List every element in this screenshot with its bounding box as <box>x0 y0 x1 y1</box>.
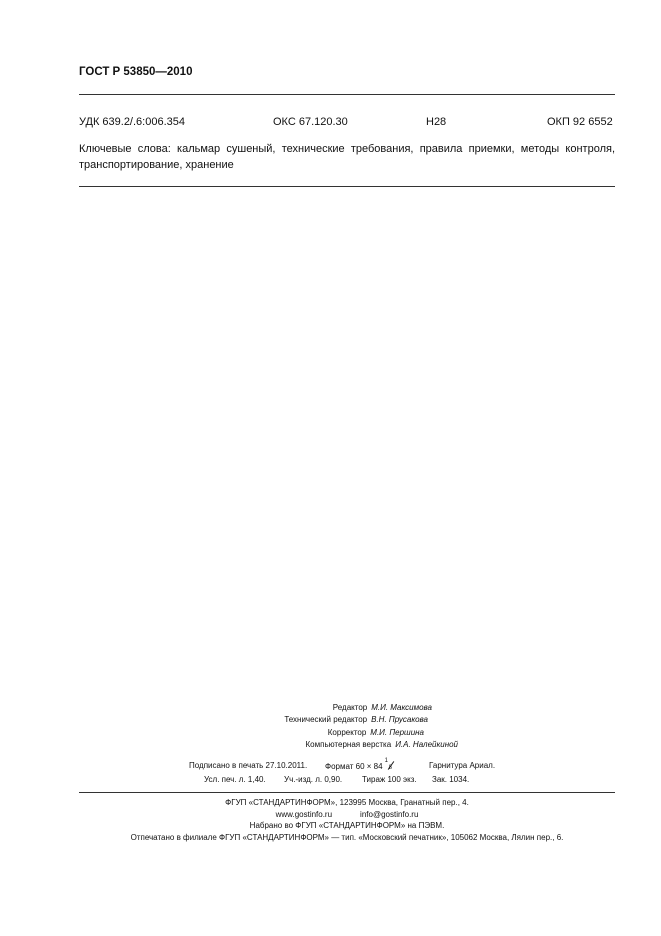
credit-name: М.И. Максимова <box>371 703 432 712</box>
okp-code: ОКП 92 6552 <box>547 116 613 128</box>
imprint-rule <box>79 792 615 793</box>
keywords-line: Ключевые слова: кальмар сушеный, технические требования, правила приемки, методы контроля, <box>79 143 615 155</box>
credit-role: Корректор <box>327 727 367 737</box>
credits-block <box>250 702 458 751</box>
keywords-line: транспортирование, хранение <box>79 159 234 171</box>
credit-role: Компьютерная верстка <box>305 739 392 749</box>
typeset-note: Набрано во ФГУП «СТАНДАРТИНФОРМ» на ПЭВМ. <box>249 821 445 830</box>
print-signed: Подписано в печать 27.10.2011. <box>189 761 308 770</box>
format-fraction <box>384 758 395 771</box>
oks-code: ОКС 67.120.30 <box>273 116 348 128</box>
document-code: ГОСТ Р 53850—2010 <box>79 66 193 78</box>
credit-tech-editor <box>250 714 450 726</box>
credit-corrector <box>250 727 450 739</box>
print-usl-pech: Усл. печ. л. 1,40. <box>204 775 266 784</box>
credit-role: Редактор <box>332 703 368 712</box>
credit-name: М.И. Першина <box>370 727 424 737</box>
fraction-denominator: 8 <box>388 765 392 771</box>
print-zak: Зак. 1034. <box>432 775 470 784</box>
print-typeface: Гарнитура Ариал. <box>429 761 496 770</box>
publisher-address: ФГУП «СТАНДАРТИНФОРМ», 123995 Москва, Гранатный пер., 4. <box>225 798 469 807</box>
print-format <box>325 758 395 771</box>
credit-layout <box>250 739 458 751</box>
credit-name: И.А. Налейкиной <box>395 739 458 749</box>
print-tirazh: Тираж 100 экз. <box>362 775 417 784</box>
printed-note: Отпечатано в филиале ФГУП «СТАНДАРТИНФОРМ» — тип. «Московский печатник», 105062 Москва, Лялин пер., 6. <box>130 832 564 842</box>
fraction-numerator: 1 <box>384 758 388 764</box>
keywords-block <box>79 141 615 173</box>
print-uch-izd: Уч.-изд. л. 0,90. <box>284 775 343 784</box>
publisher-email: info@gostinfo.ru <box>360 809 419 819</box>
udk-code: УДК 639.2/.6:006.354 <box>79 116 185 128</box>
credit-editor <box>250 702 450 714</box>
header-rule <box>79 94 615 95</box>
credit-role: Технический редактор <box>284 715 368 725</box>
group-code: Н28 <box>426 116 447 128</box>
publisher-contacts <box>79 809 615 821</box>
publisher-website: www.gostinfo.ru <box>275 809 333 819</box>
credit-name: В.Н. Прусакова <box>371 715 428 725</box>
format-label: Формат 60 × 84 <box>325 762 383 771</box>
keywords-rule <box>79 186 615 187</box>
publisher-block <box>79 797 615 843</box>
